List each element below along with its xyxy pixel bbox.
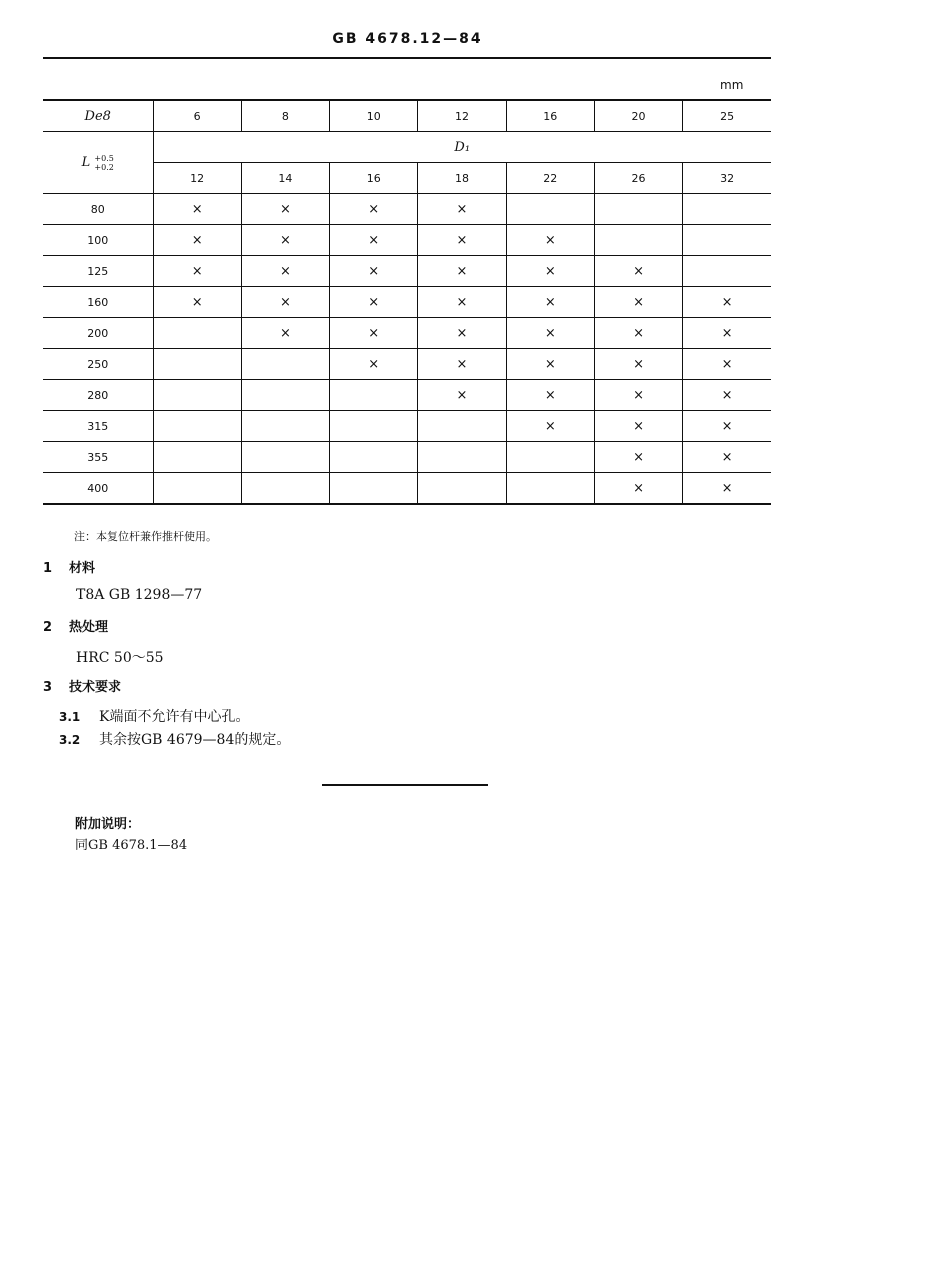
l-value: 355: [43, 442, 153, 473]
d1-values-row: [43, 163, 771, 194]
availability-cell: ×: [418, 256, 506, 287]
availability-cell: [330, 442, 418, 473]
availability-cell: ×: [241, 256, 329, 287]
availability-cell: ×: [153, 256, 241, 287]
table-row: [43, 256, 771, 287]
l-value: 280: [43, 380, 153, 411]
availability-cell: ×: [683, 473, 771, 505]
d1-value: 32: [683, 163, 771, 194]
additional-title: 附加说明：: [75, 817, 141, 832]
d1-value: 26: [594, 163, 682, 194]
table-row: [43, 411, 771, 442]
availability-cell: ×: [241, 194, 329, 225]
availability-cell: [683, 256, 771, 287]
availability-cell: ×: [330, 349, 418, 380]
availability-cell: [153, 411, 241, 442]
availability-cell: [418, 473, 506, 505]
availability-cell: ×: [330, 287, 418, 318]
availability-cell: [241, 442, 329, 473]
availability-cell: [153, 318, 241, 349]
section-3-heading: 3 技术要求: [43, 680, 122, 695]
l-value: 80: [43, 194, 153, 225]
de8-label-cell: De8: [43, 100, 153, 132]
l-label-cell: L +0.5 +0.2: [43, 132, 153, 194]
availability-cell: [418, 411, 506, 442]
d1-value: 22: [506, 163, 594, 194]
table-row: [43, 287, 771, 318]
table-row: [43, 380, 771, 411]
page-header: GB 4678.12—84: [332, 31, 483, 47]
section-1-text: T8A GB 1298—77: [76, 587, 203, 603]
table-row: [43, 442, 771, 473]
dimension-table: [43, 99, 771, 505]
availability-cell: ×: [241, 225, 329, 256]
availability-cell: ×: [683, 380, 771, 411]
availability-cell: ×: [153, 194, 241, 225]
availability-cell: [683, 194, 771, 225]
availability-cell: [594, 194, 682, 225]
availability-cell: ×: [594, 380, 682, 411]
availability-cell: [153, 349, 241, 380]
availability-cell: ×: [506, 225, 594, 256]
table-note: 注：本复位杆兼作推杆使用。: [74, 530, 217, 543]
availability-cell: ×: [683, 287, 771, 318]
availability-cell: [153, 442, 241, 473]
table-row: [43, 349, 771, 380]
availability-cell: ×: [418, 225, 506, 256]
de8-value: 16: [506, 100, 594, 132]
availability-cell: ×: [594, 442, 682, 473]
availability-cell: ×: [506, 287, 594, 318]
availability-cell: ×: [418, 380, 506, 411]
availability-cell: [418, 442, 506, 473]
availability-cell: [506, 194, 594, 225]
l-value: 315: [43, 411, 153, 442]
availability-cell: ×: [683, 349, 771, 380]
availability-cell: ×: [506, 411, 594, 442]
l-value: 100: [43, 225, 153, 256]
d1-value: 14: [241, 163, 329, 194]
availability-cell: ×: [330, 225, 418, 256]
availability-cell: [153, 380, 241, 411]
availability-cell: [330, 473, 418, 505]
end-rule: [322, 784, 488, 786]
l-value: 250: [43, 349, 153, 380]
de8-value: 12: [418, 100, 506, 132]
availability-cell: [241, 473, 329, 505]
availability-cell: ×: [153, 225, 241, 256]
l-value: 160: [43, 287, 153, 318]
subsection-3-2: 3.2 其余按GB 4679—84的规定。: [59, 732, 291, 748]
header-rule: [43, 57, 771, 59]
availability-cell: ×: [594, 256, 682, 287]
availability-cell: [594, 225, 682, 256]
d1-label-cell: D₁: [153, 132, 771, 163]
availability-cell: ×: [683, 411, 771, 442]
availability-cell: ×: [418, 318, 506, 349]
availability-cell: ×: [506, 349, 594, 380]
d1-value: 12: [153, 163, 241, 194]
availability-cell: ×: [418, 287, 506, 318]
l-value: 400: [43, 473, 153, 505]
d1-value: 18: [418, 163, 506, 194]
section-1-heading: 1 材料: [43, 561, 96, 576]
unit-label: mm: [720, 78, 744, 92]
availability-cell: ×: [330, 194, 418, 225]
de8-value: 25: [683, 100, 771, 132]
de8-value: 10: [330, 100, 418, 132]
availability-cell: [506, 473, 594, 505]
availability-cell: ×: [330, 256, 418, 287]
table-row: [43, 194, 771, 225]
table-row: [43, 473, 771, 505]
availability-cell: ×: [418, 349, 506, 380]
table-row: [43, 225, 771, 256]
availability-cell: ×: [330, 318, 418, 349]
table-row: [43, 318, 771, 349]
de8-row: [43, 100, 771, 132]
section-2-heading: 2 热处理: [43, 620, 109, 635]
availability-cell: [153, 473, 241, 505]
availability-cell: [241, 411, 329, 442]
availability-cell: [330, 411, 418, 442]
de8-value: 8: [241, 100, 329, 132]
availability-cell: ×: [594, 349, 682, 380]
availability-cell: [241, 380, 329, 411]
availability-cell: ×: [683, 318, 771, 349]
l-value: 200: [43, 318, 153, 349]
availability-cell: ×: [241, 318, 329, 349]
l-value: 125: [43, 256, 153, 287]
availability-cell: ×: [506, 256, 594, 287]
d1-header-row: [43, 132, 771, 163]
availability-cell: ×: [594, 411, 682, 442]
availability-cell: ×: [506, 318, 594, 349]
availability-cell: ×: [594, 318, 682, 349]
de8-value: 6: [153, 100, 241, 132]
availability-cell: [506, 442, 594, 473]
availability-cell: ×: [506, 380, 594, 411]
availability-cell: [683, 225, 771, 256]
d1-value: 16: [330, 163, 418, 194]
additional-text: 同GB 4678.1—84: [75, 838, 188, 853]
availability-cell: ×: [153, 287, 241, 318]
availability-cell: ×: [594, 287, 682, 318]
section-2-text: HRC 50～55: [76, 650, 164, 666]
availability-cell: ×: [594, 473, 682, 505]
availability-cell: ×: [418, 194, 506, 225]
availability-cell: [241, 349, 329, 380]
subsection-3-1: 3.1 K端面不允许有中心孔。: [59, 709, 250, 725]
availability-cell: [330, 380, 418, 411]
de8-value: 20: [594, 100, 682, 132]
availability-cell: ×: [241, 287, 329, 318]
availability-cell: ×: [683, 442, 771, 473]
